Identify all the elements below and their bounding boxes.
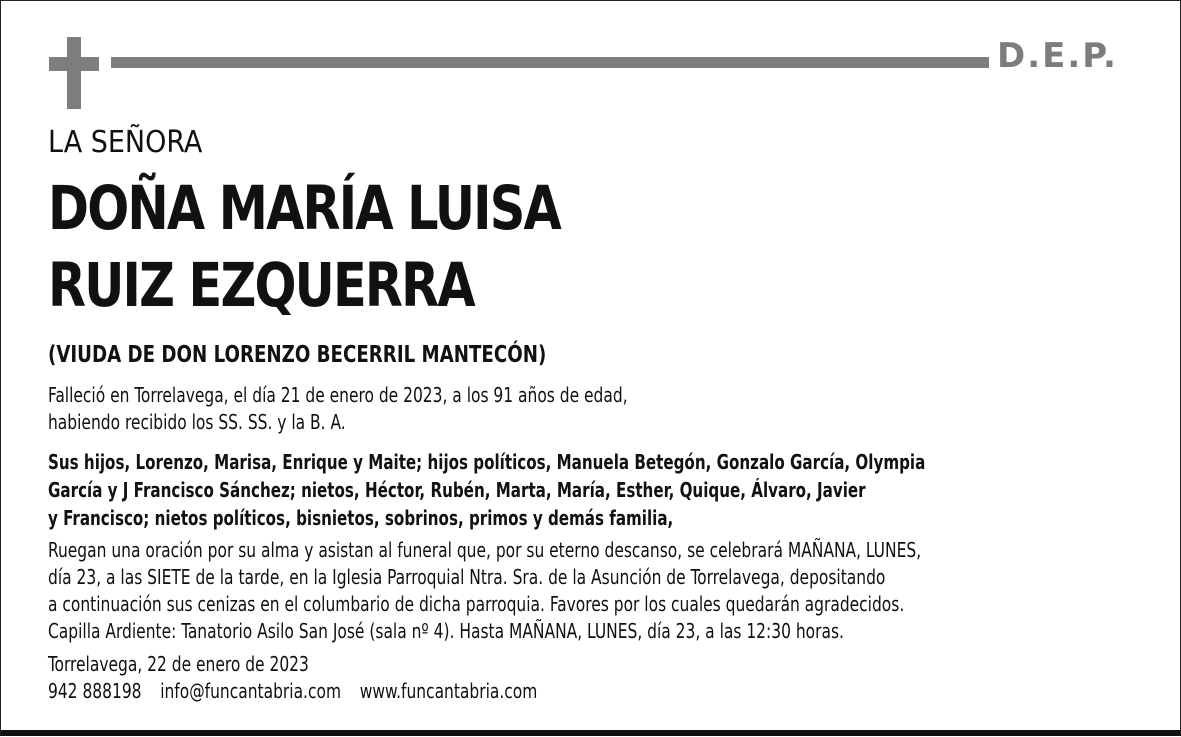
funeral-line: a continuación sus cenizas en el columbario de dicha parroquia. Favores por los cuales quedarán agradecidos. — [48, 592, 905, 616]
funeral-line: Ruegan una oración por su alma y asistan al funeral que, por su eterno descanso, se celebrará MAÑANA, LUNES, — [48, 538, 922, 562]
family-line: García y J Francisco Sánchez; nietos, Héctor, Rubén, Marta, María, Esther, Quique, Álvaro, Javier — [48, 478, 866, 502]
widow-of: (VIUDA DE DON LORENZO BECERRIL MANTECÓN) — [48, 342, 547, 368]
death-notice-line: habiendo recibido los SS. SS. y la B. A. — [48, 410, 346, 434]
family-line: Sus hijos, Lorenzo, Marisa, Enrique y Maite; hijos políticos, Manuela Betegón, Gonzalo García, Olympia — [48, 450, 926, 474]
funeral-details — [48, 537, 921, 645]
funeral-line: Capilla Ardiente: Tanatorio Asilo San José (sala nº 4). Hasta MAÑANA, LUNES, día 23, a las 12:30 horas. — [48, 619, 844, 643]
deceased-name-line1: DOÑA MARÍA LUISA — [48, 173, 560, 244]
website-url: www.funcantabria.com — [359, 679, 538, 703]
family-list — [48, 448, 925, 532]
death-notice-line: Falleció en Torrelavega, el día 21 de enero de 2023, a los 91 años de edad, — [48, 383, 628, 407]
contact-line — [48, 678, 551, 705]
phone-number: 942 888198 — [48, 679, 142, 703]
dep-label: D.E.P. — [997, 36, 1118, 76]
funeral-line: día 23, a las SIETE de la tarde, en la Iglesia Parroquial Ntra. Sra. de la Asunción de Torrelavega, depositando — [48, 565, 886, 589]
header-rule — [111, 57, 989, 68]
email-address: info@funcantabria.com — [160, 679, 342, 703]
latin-cross-icon — [49, 37, 99, 109]
place-date: Torrelavega, 22 de enero de 2023 — [48, 652, 309, 676]
intro-title: LA SEÑORA — [48, 125, 203, 160]
family-line: y Francisco; nietos políticos, bisnietos, sobrinos, primos y demás familia, — [48, 506, 674, 530]
footer — [48, 651, 551, 705]
death-notice — [48, 382, 628, 436]
deceased-name-line2: RUIZ EZQUERRA — [48, 250, 474, 321]
